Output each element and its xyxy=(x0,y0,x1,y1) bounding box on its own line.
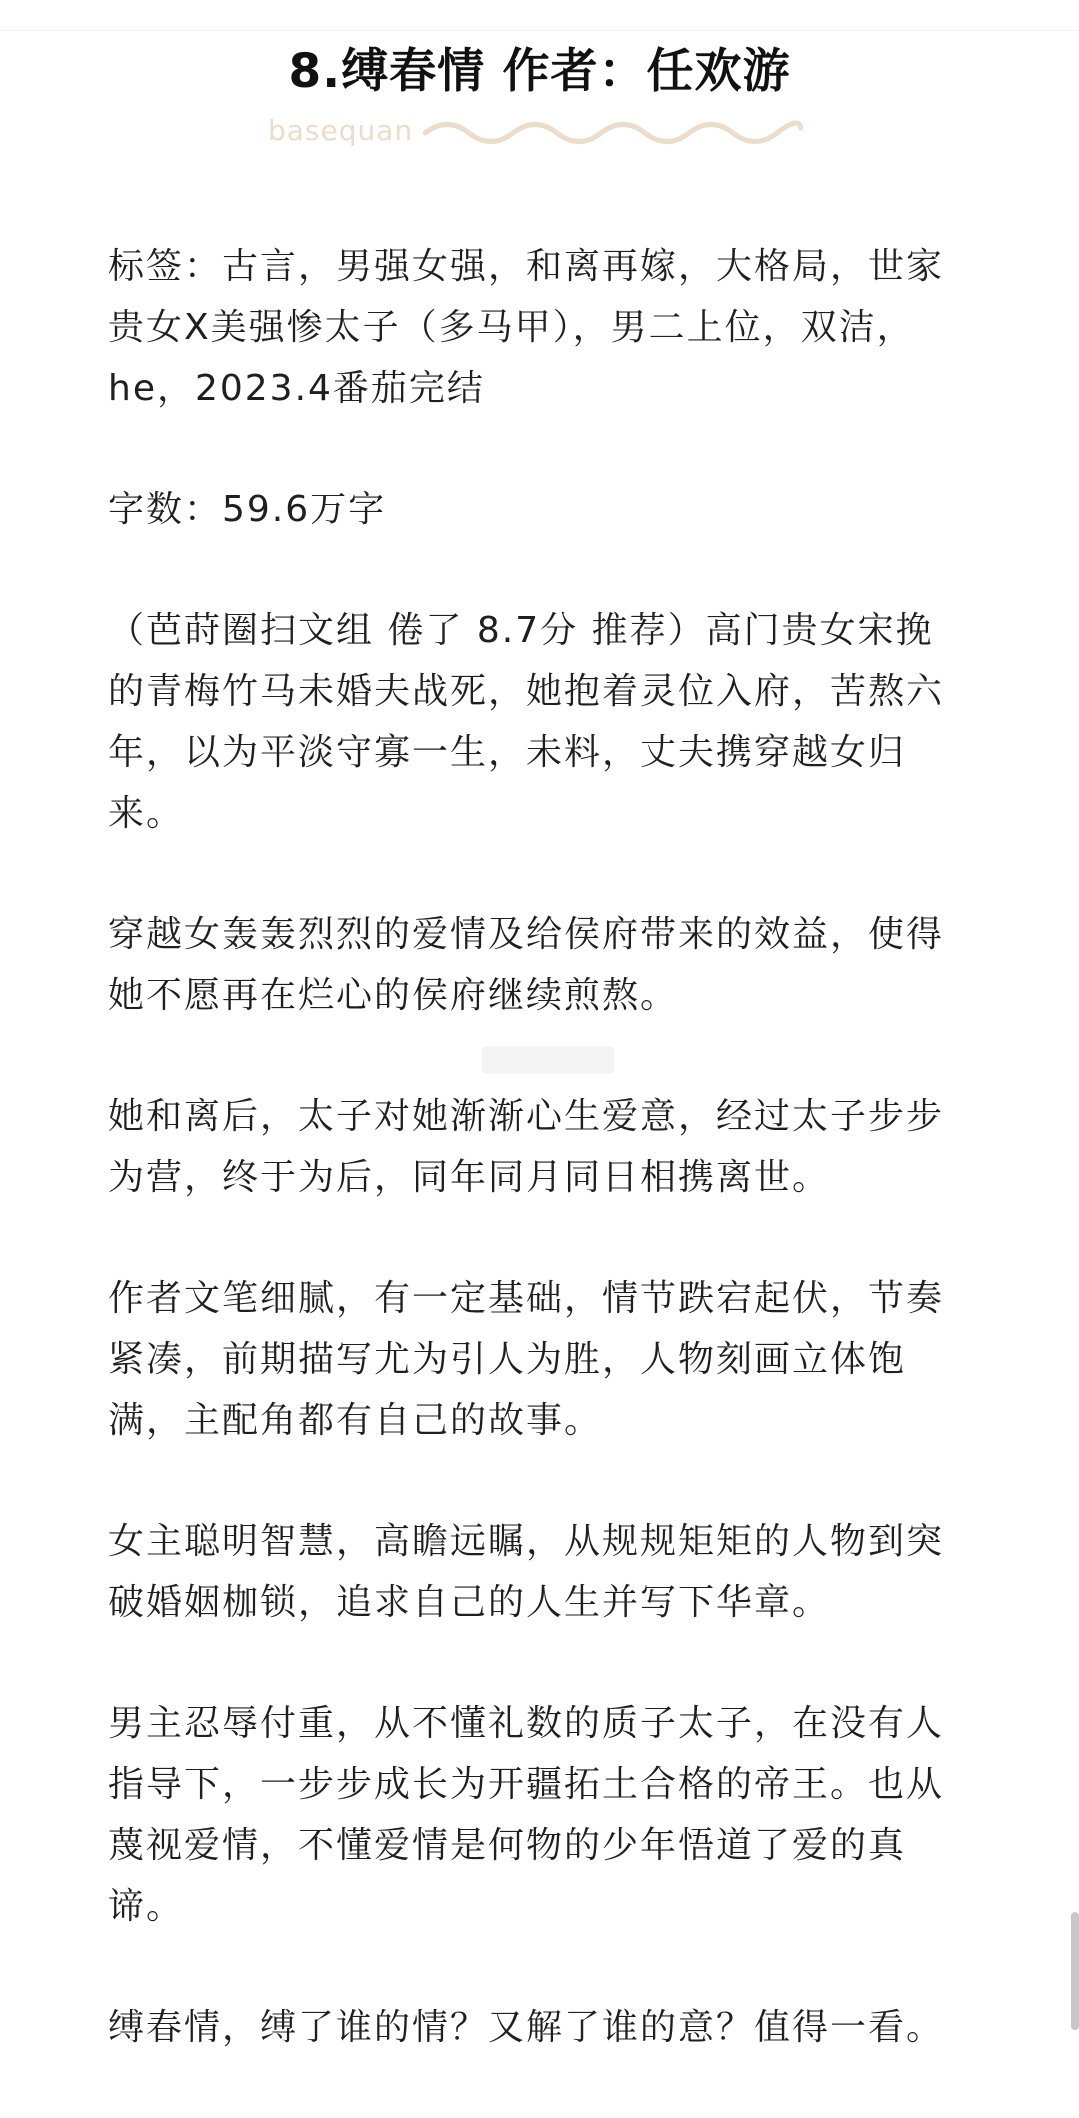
paragraph-plot-2: 她和离后，太子对她渐渐心生爱意，经过太子步步 为营，终于为后，同年同月同日相携离世。 xyxy=(108,1096,945,1198)
paragraph-plot-1: 穿越女轰轰烈烈的爱情及给侯府带来的效益，使得 她不愿再在烂心的侯府继续煎熬。 xyxy=(108,914,945,1016)
watermark xyxy=(268,110,808,156)
wave-decoration-icon xyxy=(423,114,803,152)
paragraph-tags: 标签：古言，男强女强，和离再嫁，大格局，世家 贵女X美强惨太子（多马甲），男二上位，双洁， he，2023.4番茄完结 xyxy=(108,246,945,409)
paragraph-conclusion: 缚春情，缚了谁的情？又解了谁的意？值得一看。 xyxy=(108,2007,945,2048)
paragraph-word-count: 字数：59.6万字 xyxy=(108,489,387,530)
scrollbar-thumb[interactable] xyxy=(1071,1912,1079,2030)
paragraph-summary: （芭莳圈扫文组 倦了 8.7分 推荐）高门贵女宋挽 的青梅竹马未婚夫战死，她抱着灵位入府，苦熬六 年，以为平淡守寡一生，未料，丈夫携穿越女归 来。 xyxy=(108,610,945,834)
top-divider xyxy=(0,30,1079,31)
paragraph-review-heroine: 女主聪明智慧，高瞻远瞩，从规规矩矩的人物到突 破婚姻枷锁，追求自己的人生并写下华章。 xyxy=(108,1521,945,1623)
image-placeholder-bar xyxy=(482,1046,614,1074)
page-title: 8.缚春情 作者：任欢游 xyxy=(288,44,791,99)
paragraph-review-writing: 作者文笔细腻，有一定基础，情节跌宕起伏，节奏 紧凑，前期描写尤为引人为胜，人物刻画立体饱 满，主配角都有自己的故事。 xyxy=(108,1278,945,1441)
watermark-text: basequan xyxy=(268,114,414,147)
article-body xyxy=(108,236,988,2118)
paragraph-review-hero: 男主忍辱付重，从不懂礼数的质子太子，在没有人 指导下，一步步成长为开疆拓土合格的帝王。也从 蔑视爱情，不懂爱情是何物的少年悟道了爱的真 谛。 xyxy=(108,1703,945,1927)
